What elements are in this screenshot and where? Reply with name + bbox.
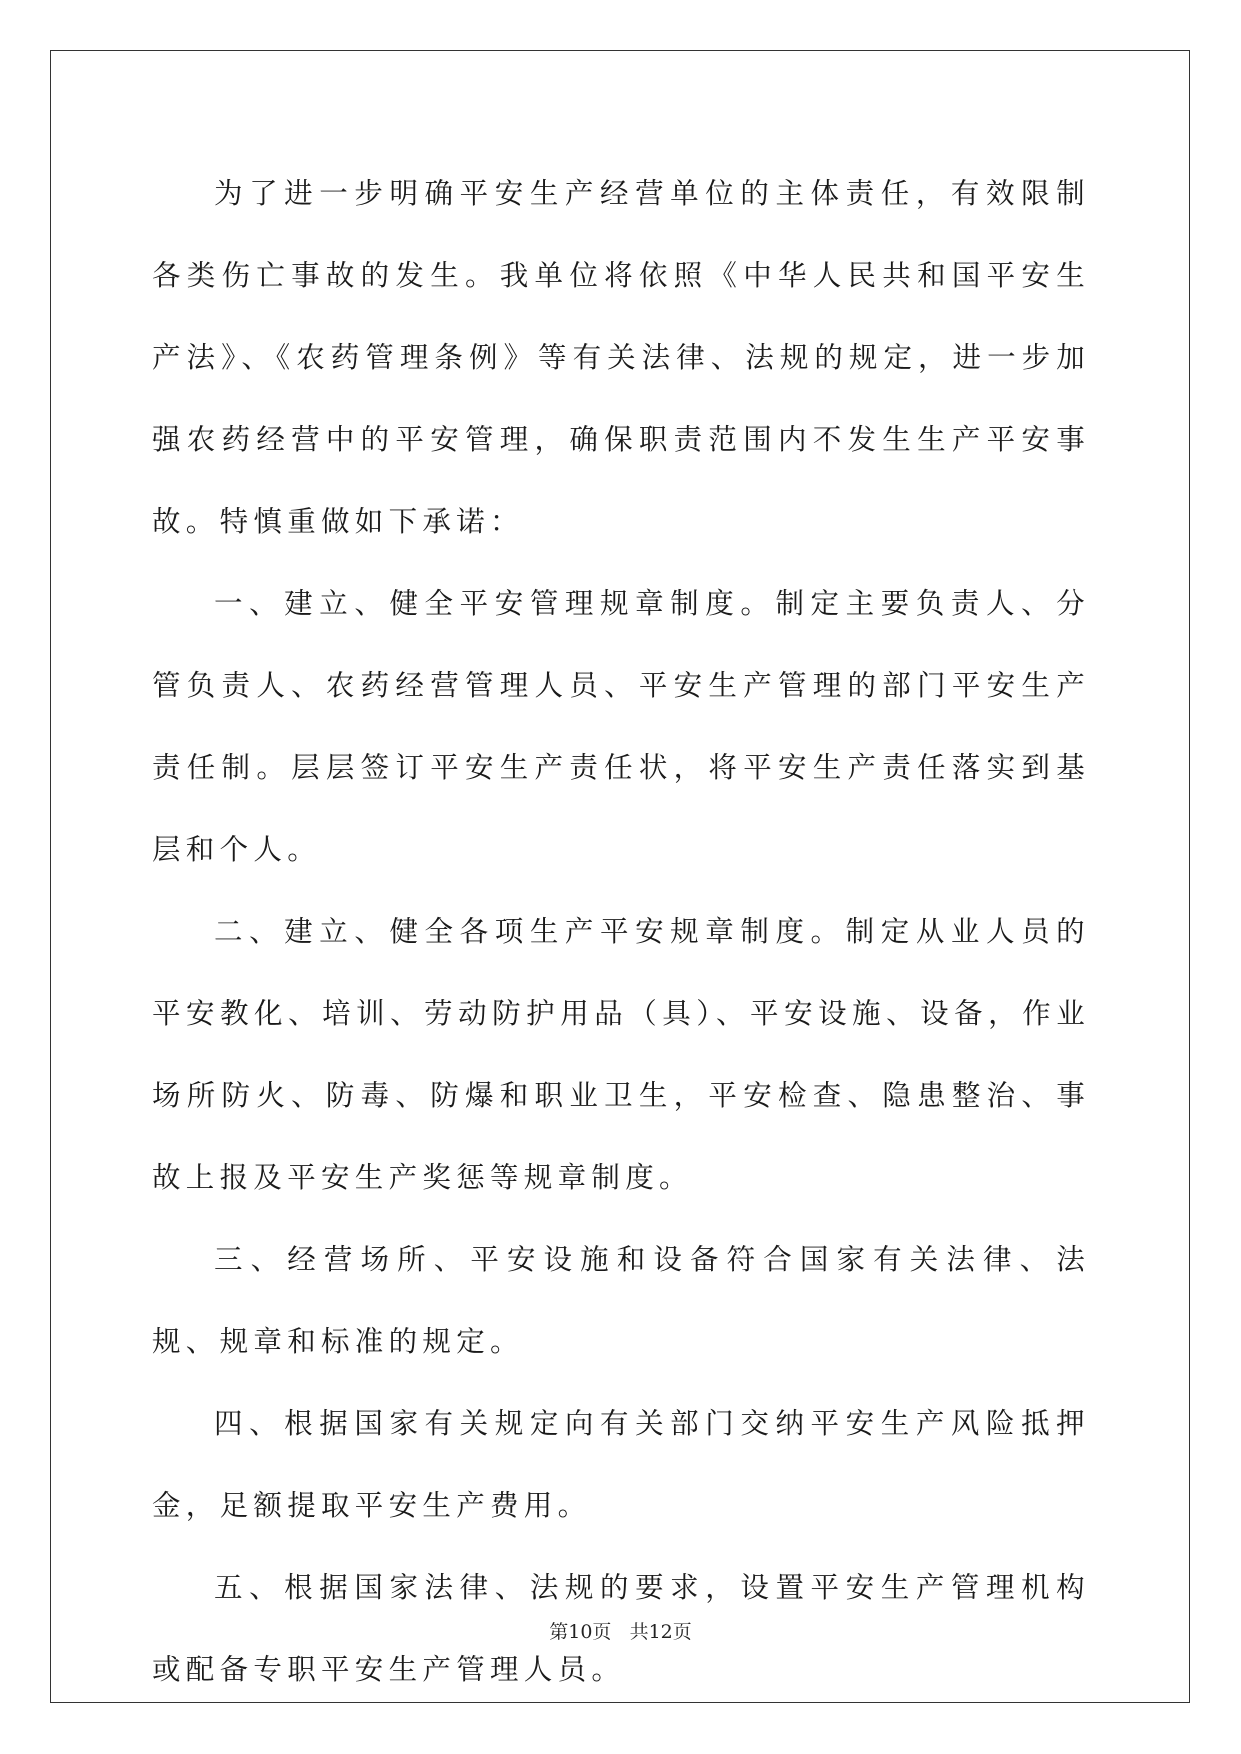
paragraph-item-5: 五、根据国家法律、法规的要求，设置平安生产管理机构或配备专职平安生产管理人员。: [152, 1571, 1090, 1686]
paragraph-item-1: 一、建立、健全平安管理规章制度。制定主要负责人、分管负责人、农药经营管理人员、平安生产管理的部门平安生产责任制。层层签订平安生产责任状，将平安生产责任落实到基层和个人。: [152, 587, 1090, 866]
document-body: [152, 153, 1090, 1711]
paragraph-item-2: 二、建立、健全各项生产平安规章制度。制定从业人员的平安教化、培训、劳动防护用品（具）、平安设施、设备，作业场所防火、防毒、防爆和职业卫生，平安检查、隐患整治、事故上报及平安生产奖惩等规章制度。: [152, 915, 1090, 1194]
page-total: 共12页: [629, 1621, 692, 1643]
paragraph-intro: 为了进一步明确平安生产经营单位的主体责任，有效限制各类伤亡事故的发生。我单位将依照《中华人民共和国平安生产法》、《农药管理条例》等有关法律、法规的规定，进一步加强农药经营中的平安管理，确保职责范围内不发生生产平安事故。特慎重做如下承诺：: [152, 177, 1090, 538]
page-footer: [0, 1620, 1241, 1644]
paragraph-item-3: 三、经营场所、平安设施和设备符合国家有关法律、法规、规章和标准的规定。: [152, 1243, 1090, 1358]
paragraph-item-4: 四、根据国家有关规定向有关部门交纳平安生产风险抵押金，足额提取平安生产费用。: [152, 1407, 1090, 1522]
page-number: 第10页: [549, 1621, 612, 1643]
